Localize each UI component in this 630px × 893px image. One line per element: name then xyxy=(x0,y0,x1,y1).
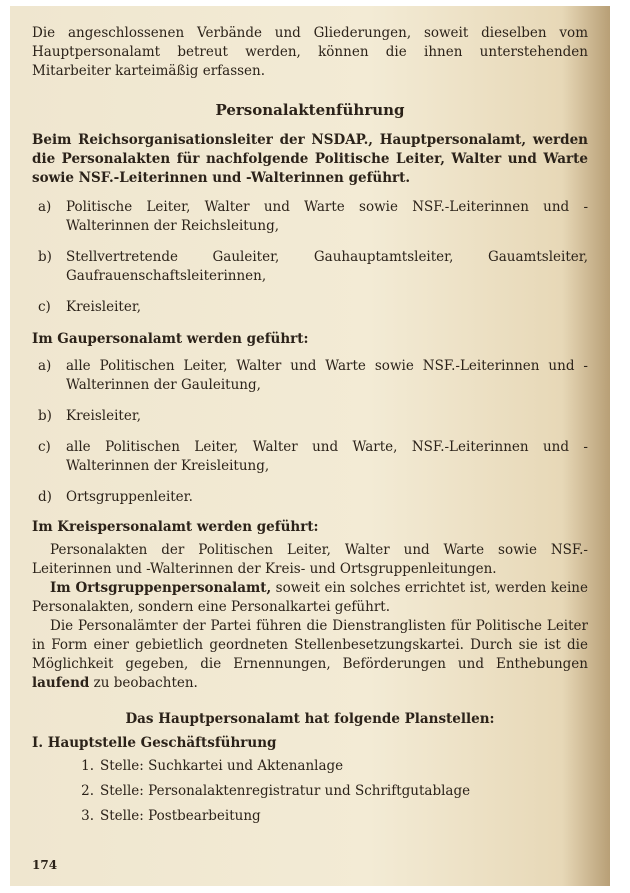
reich-intro-paragraph: Beim Reichsorganisationsleiter der NSDAP., Hauptpersonalamt, werden die Personalakten für nachfolgende Politische Leiter, Walter und Warte sowie NSF.-Leiterinnen und -Walterinnen geführt. xyxy=(32,132,588,186)
kreis-paragraph: Personalakten der Politischen Leiter, Walter und Warte sowie NSF.-Leiterinnen und -Walterinnen der Kreis- und Ortsgruppenleitungen. xyxy=(32,542,588,577)
list-item xyxy=(32,807,588,826)
gau-list xyxy=(32,357,588,507)
kreis-section-title: Im Kreispersonalamt werden geführt: xyxy=(32,519,319,535)
list-item-text: Stelle: Suchkartei und Aktenanlage xyxy=(100,758,344,774)
list-marker: 3. xyxy=(81,808,94,824)
intro-paragraph: Die angeschlossenen Verbände und Gliederungen, soweit dieselben vom Hauptpersonalamt betreut werden, können die ihnen unterstehenden Mitarbeiter karteimäßig erfassen. xyxy=(32,25,588,79)
document-page xyxy=(10,6,610,886)
list-marker: c) xyxy=(38,439,51,455)
list-item-text: Stelle: Postbearbeitung xyxy=(100,808,261,824)
section-heading: Personalaktenführung xyxy=(215,101,405,119)
plan-heading: Das Hauptpersonalamt hat folgende Planstellen: xyxy=(125,711,495,727)
dienstrang-text-2: zu beobachten. xyxy=(89,675,198,691)
list-item-text: Politische Leiter, Walter und Warte sowie NSF.-Leiterinnen und -Walterinnen der Reichsleitung, xyxy=(66,199,588,234)
gau-section-title: Im Gaupersonalamt werden geführt: xyxy=(32,331,309,347)
reich-list xyxy=(32,198,588,317)
list-marker: d) xyxy=(38,489,52,505)
list-item xyxy=(32,357,588,395)
ortsgruppe-lead: Im Ortsgruppenpersonalamt, xyxy=(50,580,272,596)
list-marker: b) xyxy=(38,249,52,265)
list-marker: a) xyxy=(38,199,52,215)
list-marker: 2. xyxy=(81,783,94,799)
dienstrang-paragraph xyxy=(32,617,588,693)
list-item-text: Stelle: Personalaktenregistratur und Schriftgutablage xyxy=(100,783,471,799)
list-marker: b) xyxy=(38,408,52,424)
list-item xyxy=(32,782,588,801)
list-item-text: Kreisleiter, xyxy=(66,299,142,315)
ortsgruppe-text: soweit ein solches errichtet ist, werden keine Personalakten, sondern eine Personalkartei geführt. xyxy=(32,580,588,615)
plan-main-heading: I. Hauptstelle Geschäftsführung xyxy=(32,735,277,751)
list-item xyxy=(32,198,588,236)
list-item xyxy=(32,298,588,317)
page-number: 174 xyxy=(32,858,58,872)
list-item xyxy=(32,488,588,507)
plan-list xyxy=(32,757,588,826)
list-item-text: Kreisleiter, xyxy=(66,408,142,424)
dienstrang-text-1: Die Personalämter der Partei führen die Dienstranglisten für Politische Leiter in Form einer gebietlich geordneten Stellenbesetzungskartei. Durch sie ist die Möglichkeit gegeben, die Ernennungen, Beförderungen und Enthebungen xyxy=(32,618,588,672)
list-marker: c) xyxy=(38,299,51,315)
list-item xyxy=(32,407,588,426)
list-item-text: alle Politischen Leiter, Walter und Warte, NSF.-Leiterinnen und -Walterinnen der Kreisleitung, xyxy=(66,439,588,474)
list-item xyxy=(32,248,588,286)
list-marker: a) xyxy=(38,358,52,374)
list-item-text: alle Politischen Leiter, Walter und Warte sowie NSF.-Leiterinnen und -Walterinnen der Gauleitung, xyxy=(66,358,588,393)
list-item-text: Ortsgruppenleiter. xyxy=(66,489,193,505)
dienstrang-bold: laufend xyxy=(32,675,90,691)
list-item xyxy=(32,757,588,776)
list-marker: 1. xyxy=(81,758,94,774)
list-item xyxy=(32,438,588,476)
list-item-text: Stellvertretende Gauleiter, Gauhauptamtsleiter, Gauamtsleiter, Gaufrauenschaftsleiterinnen, xyxy=(66,249,588,284)
ortsgruppe-paragraph xyxy=(32,579,588,617)
